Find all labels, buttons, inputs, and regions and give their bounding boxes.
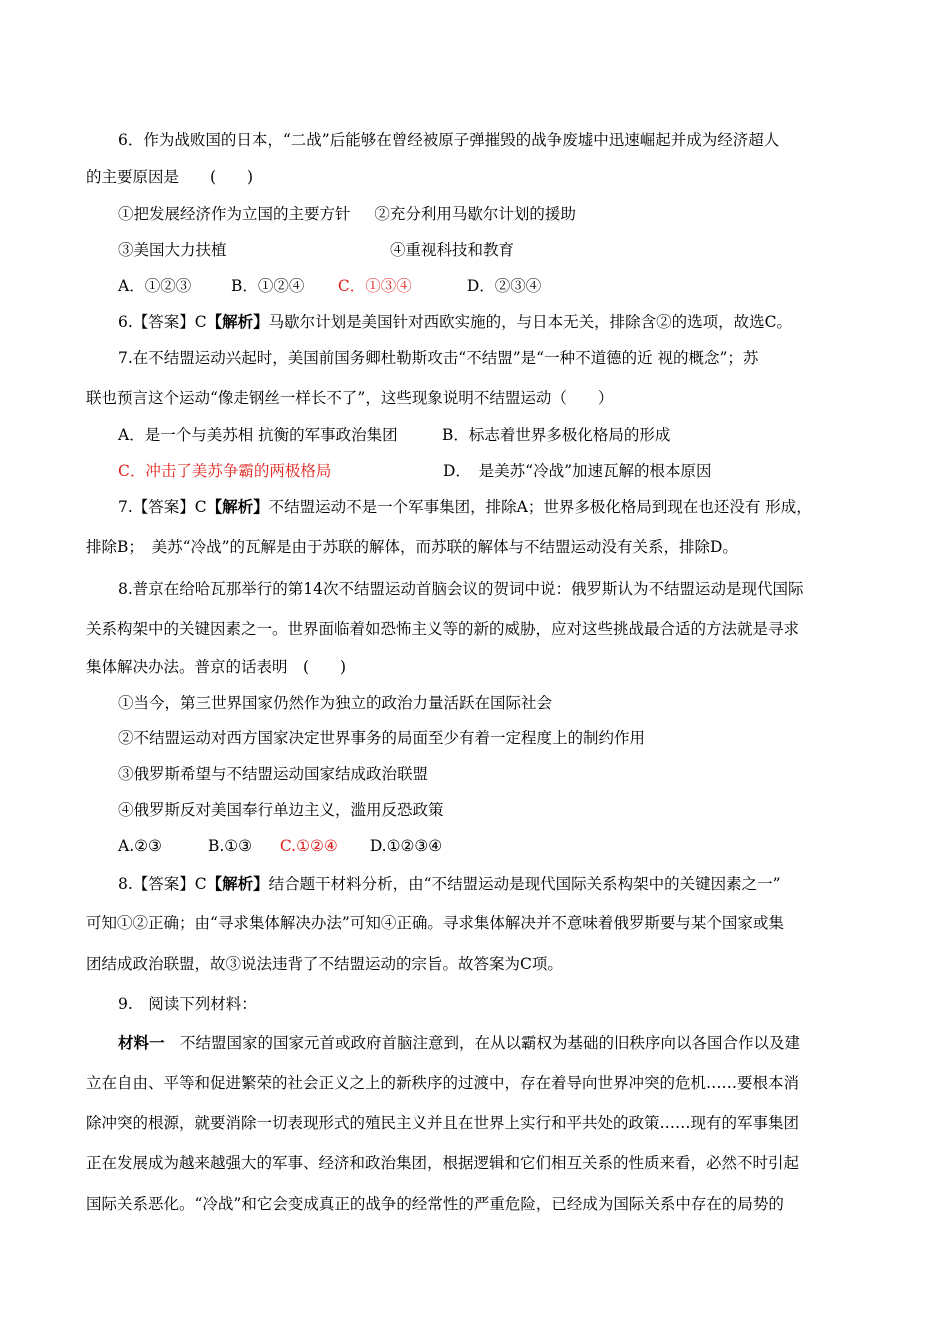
q6-items-row-1 [118, 203, 950, 225]
q9-material-line-3: 除冲突的根源，就要消除一切表现形式的殖民主义并且在世界上实行和平共处的政策……现有的军事集团 [86, 1114, 800, 1132]
q6-options [118, 275, 950, 297]
q8-answer-text-1: 结合题干材料分析，由“不结盟运动是现代国际关系构架中的关键因素之一” [268, 875, 781, 893]
q8-options [118, 835, 950, 857]
q9-material-line-1 [118, 1032, 950, 1054]
q8-answer-prefix: 8.【答案】C [118, 875, 207, 893]
q6-stem-line-1: 6．作为战败国的日本，“二战”后能够在曾经被原子弹摧毁的战争废墟中迅速崛起并成为经济超人 [118, 131, 780, 149]
q8-option-b: B.①③ [207, 837, 253, 855]
q8-answer-line-3: 团结成政治联盟，故③说法违背了不结盟运动的宗旨。故答案为C项。 [86, 955, 563, 973]
q8-item-4: ④俄罗斯反对美国奉行单边主义，滥用反恐政策 [118, 801, 444, 819]
q7-stem-line-2: 联也预言这个运动“像走钢丝一样长不了”，这些现象说明不结盟运动（ ） [86, 389, 614, 407]
q6-option-a: A．①②③ [118, 277, 192, 295]
q7-answer-line-1 [118, 496, 950, 518]
q6-item-1: ①把发展经济作为立国的主要方针 [118, 205, 351, 223]
q7-answer-text-1: 不结盟运动不是一个军事集团，排除A；世界多极化格局到现在也还没有 形成， [268, 498, 812, 516]
q7-option-b: B．标志着世界多极化格局的形成 [442, 426, 671, 444]
q8-option-c: C.①②④ [279, 837, 338, 855]
q6-option-b: B．①②④ [230, 277, 305, 295]
q7-options-row-1 [118, 424, 950, 446]
q7-option-d: D． 是美苏“冷战”加速瓦解的根本原因 [443, 462, 712, 480]
q6-answer-text: 马歇尔计划是美国针对西欧实施的，与日本无关，排除含②的选项，故选C。 [268, 313, 793, 331]
q9-material-line-5: 国际关系恶化。“冷战”和它会变成真正的战争的经常性的严重危险，已经成为国际关系中存在的局势的 [86, 1195, 784, 1213]
q8-stem-line-3: 集体解决办法。普京的话表明 ( ) [86, 658, 347, 676]
q6-option-c: C．①③④ [337, 277, 412, 295]
q6-item-2: ②充分利用马歇尔计划的援助 [374, 205, 576, 223]
q7-option-c: C．冲击了美苏争霸的两极格局 [118, 462, 332, 480]
q9-material-line-2: 立在自由、平等和促进繁荣的社会正义之上的新秩序的过渡中，存在着导向世界冲突的危机……要根本消 [86, 1074, 800, 1092]
q7-option-a: A．是一个与美苏相 抗衡的军事政治集团 [118, 426, 398, 444]
q6-option-d: D．②③④ [466, 277, 542, 295]
q9-material-text-1: 不结盟国家的国家元首或政府首脑注意到，在从以霸权为基础的旧秩序向以各国合作以及建 [164, 1034, 801, 1052]
q8-stem-line-1: 8.普京在给哈瓦那举行的第14次不结盟运动首脑会议的贺词中说：俄罗斯认为不结盟运动是现代国际 [118, 580, 804, 598]
q9-material-label: 材料一 [118, 1033, 165, 1052]
q8-stem-line-2: 关系构架中的关键因素之一。世界面临着如恐怖主义等的新的威胁，应对这些挑战最合适的方法就是寻求 [86, 620, 800, 638]
q7-answer-line-2: 排除B； 美苏“冷战”的瓦解是由于苏联的解体，而苏联的解体与不结盟运动没有关系，排除D。 [86, 538, 738, 556]
q7-stem-line-1: 7.在不结盟运动兴起时，美国前国务卿杜勒斯攻击“不结盟”是“一种不道德的近 视的概念”；苏 [118, 349, 759, 367]
q6-items-row-2 [118, 239, 950, 261]
q8-option-d: D.①②③④ [369, 837, 443, 855]
q6-item-4: ④重视科技和教育 [390, 241, 515, 259]
q6-item-3: ③美国大力扶植 [118, 241, 227, 259]
q9-material-line-4: 正在发展成为越来越强大的军事、经济和政治集团，根据逻辑和它们相互关系的性质来看，必然不时引起 [86, 1154, 800, 1172]
q7-answer-prefix: 7.【答案】C [118, 498, 207, 516]
q8-item-3: ③俄罗斯希望与不结盟运动国家结成政治联盟 [118, 765, 429, 783]
q6-answer [118, 311, 950, 333]
q6-analysis-tag: 【解析】 [206, 312, 269, 331]
q7-options-row-2 [118, 460, 950, 482]
q8-analysis-tag: 【解析】 [206, 874, 269, 893]
q9-stem: 9. 阅读下列材料： [118, 995, 257, 1013]
q8-item-2: ②不结盟运动对西方国家决定世界事务的局面至少有着一定程度上的制约作用 [118, 729, 646, 747]
q8-item-1: ①当今，第三世界国家仍然作为独立的政治力量活跃在国际社会 [118, 694, 553, 712]
q6-stem-line-2: 的主要原因是 ( ) [86, 168, 254, 186]
q7-analysis-tag: 【解析】 [206, 497, 269, 516]
q6-answer-prefix: 6.【答案】C [118, 313, 207, 331]
q8-answer-line-1 [118, 873, 950, 895]
q8-option-a: A.②③ [118, 837, 162, 855]
q8-answer-line-2: 可知①②正确；由“寻求集体解决办法”可知④正确。寻求集体解决并不意味着俄罗斯要与某个国家或集 [86, 914, 784, 932]
